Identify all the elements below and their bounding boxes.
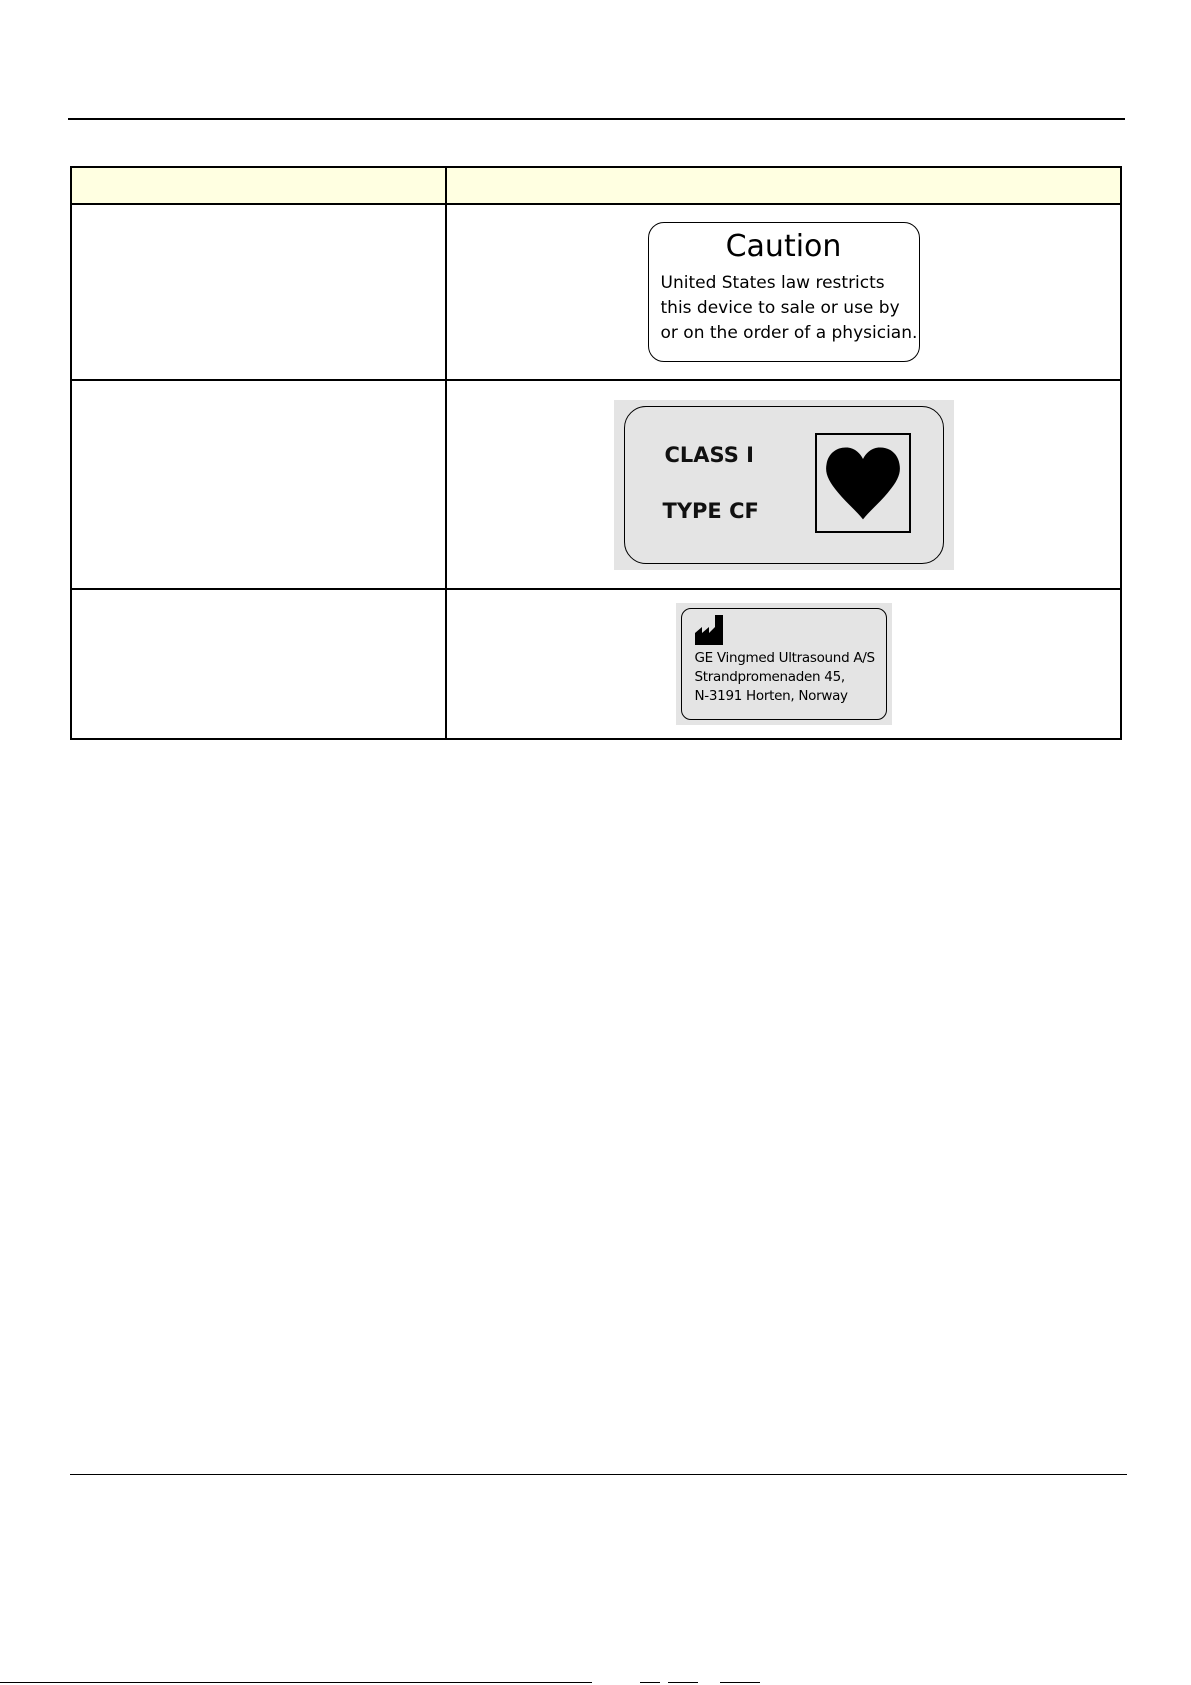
- class-text: CLASS I: [664, 442, 754, 467]
- row-description: [71, 204, 446, 380]
- caution-line: United States law restricts: [660, 273, 885, 293]
- manufacturer-line: GE Vingmed Ultrasound A/S: [694, 650, 875, 666]
- footer-rule: [70, 1474, 1127, 1475]
- row-description: [71, 589, 446, 739]
- table-header-label: [446, 167, 1121, 204]
- manufacturer-label: [676, 603, 892, 725]
- manufacturer-address: [695, 649, 886, 706]
- caution-label: [648, 222, 920, 362]
- manufacturer-line: N-3191 Horten, Norway: [694, 688, 848, 704]
- table-header-row: [71, 167, 1121, 204]
- factory-icon: [695, 615, 723, 645]
- row-description: [71, 380, 446, 589]
- classification-label: [614, 400, 954, 570]
- table-row: [71, 204, 1121, 380]
- type-text: TYPE CF: [662, 498, 759, 523]
- manufacturer-line: Strandpromenaden 45,: [694, 669, 845, 685]
- table-header-description: [71, 167, 446, 204]
- label-table: [70, 166, 1122, 740]
- header-rule: [68, 118, 1125, 120]
- caution-title: Caution: [725, 229, 842, 264]
- footer-edge-marks: [0, 1681, 1191, 1685]
- heart-in-square-icon: [815, 433, 911, 533]
- caution-line: or on the order of a physician.: [660, 323, 918, 343]
- table-row: [71, 589, 1121, 739]
- table-row: [71, 380, 1121, 589]
- caution-line: this device to sale or use by: [660, 298, 900, 318]
- caution-text: [661, 271, 919, 346]
